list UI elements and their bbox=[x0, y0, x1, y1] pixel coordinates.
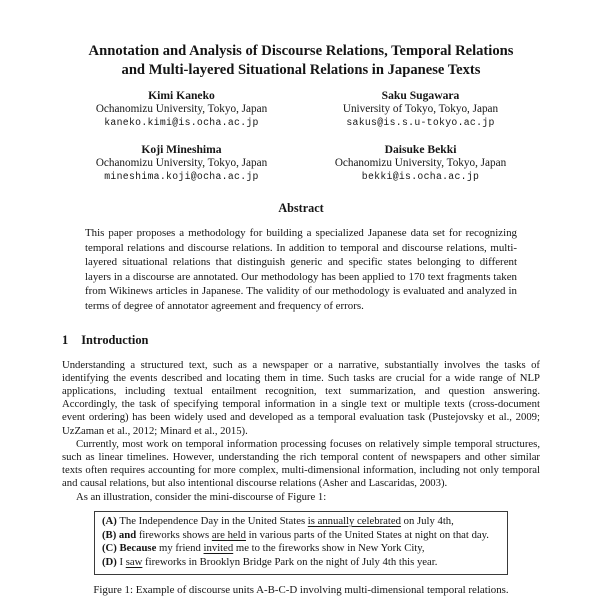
section-number: 1 bbox=[62, 332, 69, 347]
author-mineshima bbox=[62, 143, 301, 184]
figure1-text: on July 4th, bbox=[400, 514, 454, 527]
author-affiliation: Ochanomizu University, Tokyo, Japan bbox=[95, 102, 268, 115]
paper-title-line2: and Multi-layered Situational Relations in Japanese Texts bbox=[121, 62, 481, 78]
author-email: bekki@is.ocha.ac.jp bbox=[361, 171, 480, 182]
figure1-caption: Figure 1: Example of discourse units A-B-C-D involving multi-dimensional temporal relations. bbox=[93, 583, 509, 596]
figure1-line-a bbox=[102, 515, 500, 529]
author-kaneko bbox=[62, 89, 301, 130]
figure1-underlined-verb: invited bbox=[203, 542, 234, 555]
figure1-text: in various parts of the United States at night on that day. bbox=[245, 528, 489, 541]
author-email: kaneko.kimi@is.ocha.ac.jp bbox=[104, 117, 259, 128]
intro-paragraph-3: As an illustration, consider the mini-discourse of Figure 1: bbox=[76, 490, 327, 503]
author-email: mineshima.koji@ocha.ac.jp bbox=[104, 171, 259, 182]
section-title: Introduction bbox=[81, 332, 149, 347]
author-name: Kimi Kaneko bbox=[148, 89, 215, 102]
intro-paragraph-2: Currently, most work on temporal information processing focuses on relatively simple temporal structures, such as linear timelines. However, understanding the rich temporal content of newspapers and other similar texts often requires accounting for more complex, multi-dimensional information, including not only temporal and causal relations, but also intentional discourse relations (Asher and Lascaridas, 2003). bbox=[62, 437, 540, 490]
author-bekki bbox=[301, 143, 540, 184]
author-block bbox=[62, 89, 540, 184]
discourse-unit-label: (A) bbox=[102, 514, 117, 527]
figure1-underlined-verb: are held bbox=[211, 528, 246, 541]
discourse-unit-label: (C) bbox=[102, 542, 117, 555]
intro-paragraph-1: Understanding a structured text, such as a newspaper or a narrative, substantially involves the tasks of identifying the events described and locating them in time. Such tasks are crucial for a wide range of NLP applications, including textual entailment recognition, text summarization, and question answering. Accordingly, the task of specifying temporal information in a single text or multiple texts (cross-document event ordering) has been widely used and developed as a temporal evaluation task (Pustejovsky et al., 2009; UzZaman et al., 2012; Minard et al., 2015). bbox=[62, 358, 540, 437]
author-sugawara bbox=[301, 89, 540, 130]
author-email: sakus@is.s.u-tokyo.ac.jp bbox=[346, 117, 495, 128]
author-name: Daisuke Bekki bbox=[384, 143, 457, 156]
figure1-text: fireworks in Brooklyn Bridge Park on the night of July 4th this year. bbox=[142, 556, 438, 569]
discourse-unit-label: (D) bbox=[102, 556, 117, 569]
figure1-underlined-verb: saw bbox=[125, 556, 143, 569]
figure1-line-c bbox=[102, 542, 500, 556]
paper-title-line1: Annotation and Analysis of Discourse Relations, Temporal Relations bbox=[88, 43, 514, 59]
figure1-line-d bbox=[102, 556, 500, 570]
author-affiliation: Ochanomizu University, Tokyo, Japan bbox=[334, 156, 507, 169]
figure1-text: I bbox=[116, 556, 126, 569]
author-affiliation: University of Tokyo, Tokyo, Japan bbox=[342, 102, 499, 115]
author-affiliation: Ochanomizu University, Tokyo, Japan bbox=[95, 156, 268, 169]
figure1-text: fireworks shows bbox=[136, 528, 212, 541]
abstract-heading: Abstract bbox=[278, 201, 324, 215]
abstract-text: This paper proposes a methodology for building a specialized Japanese data set for recognizing temporal relations and discourse relations. In addition to temporal and discourse relations, multi-layered situational relations that distinguish generic and specific states belonging to different layers in a discourse are annotated. Our methodology has been applied to 170 text fragments taken from Wikinews articles in Japanese. The validity of our methodology is evaluated and analyzed in terms of degree of annotator agreement and frequency of errors. bbox=[85, 227, 517, 312]
figure1-text: my friend bbox=[156, 542, 204, 555]
discourse-unit-label: (B) bbox=[102, 528, 117, 541]
figure1-underlined-verb: is annually celebrated bbox=[307, 514, 401, 527]
author-name: Koji Mineshima bbox=[141, 143, 222, 156]
figure1-bold-connective: Because bbox=[119, 542, 157, 555]
author-name: Saku Sugawara bbox=[381, 89, 460, 102]
figure1-text: The Independence Day in the United States bbox=[116, 514, 308, 527]
figure1-line-b bbox=[102, 529, 500, 543]
figure1-bold-connective: and bbox=[118, 528, 137, 541]
section-heading-introduction bbox=[62, 333, 540, 348]
paper-title bbox=[62, 42, 540, 80]
figure1-text: me to the fireworks show in New York City, bbox=[233, 542, 425, 555]
figure1-box bbox=[94, 511, 508, 575]
